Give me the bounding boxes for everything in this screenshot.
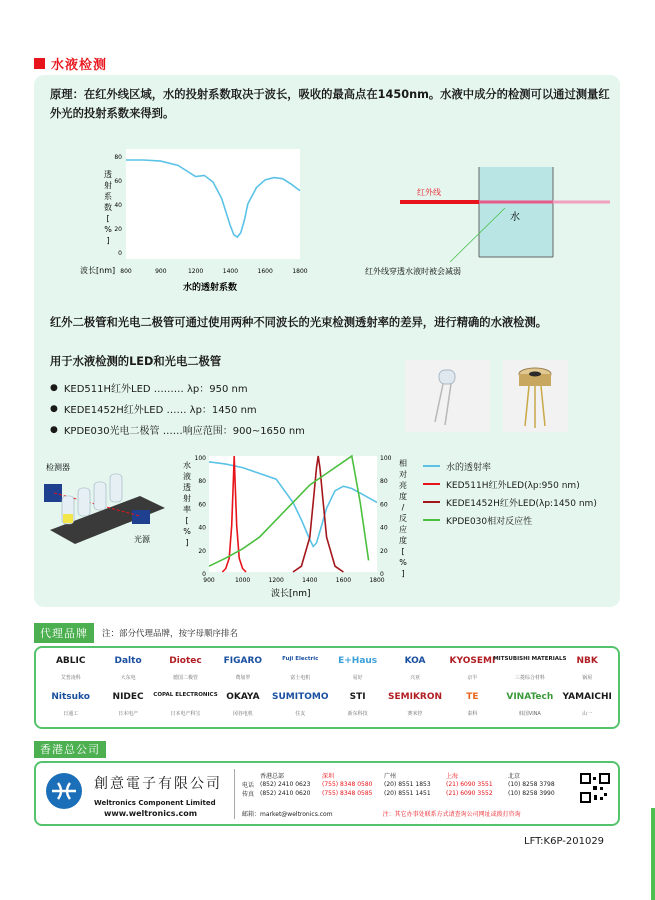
chart1-plot-bg	[126, 149, 300, 259]
led-photo	[405, 360, 490, 432]
chart1-ylabel-char: ]	[106, 236, 110, 245]
brand-item[interactable]	[99, 656, 156, 681]
chart2-x-tick: 1600	[335, 577, 352, 584]
brand-logo: OKAYA	[226, 692, 260, 702]
chart2-ylabel-right-char: 反	[399, 514, 407, 523]
legend-swatch	[423, 483, 440, 485]
chart2-y-tick-right: 100	[380, 455, 392, 462]
chart2-y-tick-right: 60	[380, 501, 388, 509]
qr-code-icon[interactable]	[580, 773, 610, 803]
brand-caption: 泰科	[467, 711, 478, 717]
chart2-ylabel-right-char: 对	[399, 470, 407, 479]
product-list	[50, 377, 305, 440]
spectrum-chart	[175, 452, 420, 602]
principle-paragraph	[50, 85, 618, 123]
brand-caption: 新东科技	[347, 711, 368, 717]
company-logo-icon	[44, 771, 84, 811]
legend-swatch	[423, 501, 440, 503]
chart2-ylabel-left-char: 液	[183, 472, 191, 481]
contact-cell: 广州	[384, 773, 397, 780]
chart1-x-tick: 1600	[257, 268, 273, 275]
chart1-x-tick: 1800	[292, 268, 308, 275]
brand-logo: Diotec	[169, 656, 202, 666]
brand-caption: 富士电机	[290, 675, 311, 681]
chart2-ylabel-left-char: 射	[183, 494, 191, 503]
contact-table	[242, 771, 570, 798]
brand-caption: 大东电	[120, 675, 136, 681]
chart2-ylabel-right-char: 应	[399, 525, 407, 534]
chart1-x-tick: 1400	[222, 268, 239, 275]
contact-cell: 上海	[446, 773, 459, 780]
chart1-y-tick: 80	[114, 154, 122, 161]
brand-caption: 住友	[295, 711, 306, 717]
company-box	[34, 761, 620, 826]
brand-row	[42, 692, 616, 717]
contact-cell: (20) 8551 1853	[384, 781, 431, 788]
legend-item: KPDE030相对反应性	[423, 511, 597, 529]
contact-cell: (10) 8258 3798	[508, 781, 555, 788]
brand-item[interactable]	[386, 656, 443, 681]
led-lead-right	[445, 384, 451, 425]
chart1-caption: 水的透射系数	[183, 283, 238, 293]
led-body	[439, 370, 455, 384]
chart2-ylabel-left-char: 水	[183, 461, 191, 470]
brand-logo: SEMIKRON	[388, 692, 443, 702]
brand-row	[42, 656, 616, 681]
led-lead-left	[435, 384, 443, 422]
brand-logo: STI	[349, 692, 366, 702]
email-address[interactable]: market@weltronics.com	[260, 811, 333, 818]
chart2-y-tick-right: 40	[380, 524, 388, 532]
chart2-ylabel-right-char: 亮	[399, 481, 407, 490]
brand-item[interactable]	[99, 692, 156, 717]
pd-lead-3	[541, 386, 545, 426]
chart1-ylabel-char: 系	[104, 192, 112, 201]
water-transmission-chart	[80, 145, 330, 295]
contact-cell: (852) 2410 0623	[260, 781, 311, 788]
brand-item[interactable]	[329, 692, 386, 717]
brand-logo: FIGARO	[223, 656, 263, 666]
brand-logo: MITSUBISHI MATERIALS	[493, 656, 567, 662]
principle-label: 原理：	[50, 88, 84, 101]
source-label: 光源	[134, 535, 150, 544]
company-website[interactable]: www.weltronics.com	[104, 809, 198, 818]
principle-text: 在红外线区域，水的投射系数取决于波长，吸收的最高点在1450nm。水液中成分的检测可以通过测量红外光的投射系数来得到。	[50, 88, 610, 120]
chart2-ylabel-left-char: 透	[183, 483, 191, 492]
brand-caption: 锅屋	[582, 675, 593, 681]
brand-logo: TE	[466, 692, 479, 702]
red-square-icon	[34, 58, 45, 69]
chart1-y-tick: 0	[118, 250, 122, 257]
brand-item[interactable]	[559, 656, 616, 681]
brand-caption: 赛米控	[407, 711, 423, 717]
chart1-y-tick: 60	[114, 178, 122, 185]
legend-item: KEDE1452H红外LED(λp:1450 nm)	[423, 493, 597, 511]
chart2-y-tick-left: 100	[194, 455, 206, 462]
contact-cell: (20) 8551 1451	[384, 790, 431, 797]
brand-caption: 德国二极管	[172, 675, 198, 681]
chart1-ylabel-char: 透	[104, 170, 112, 179]
brand-caption: 日本电产科宝	[170, 711, 201, 717]
legend-item: 水的透射率	[423, 457, 597, 475]
brand-item[interactable]	[272, 656, 329, 681]
diode-paragraph: 红外二极管和光电二极管可通过使用两种不同波长的光束检测透射率的差异，进行精确的水液检测。	[50, 316, 548, 329]
brand-caption: 兴亚	[410, 675, 421, 681]
brand-box	[34, 646, 620, 729]
chart2-y-tick-right: 20	[380, 547, 388, 555]
detector-label: 检测器	[46, 463, 70, 472]
chart2-ylabel-right-char: 度	[399, 536, 407, 545]
chart1-ylabel-char: %	[104, 225, 112, 234]
legend-swatch	[423, 519, 440, 521]
chart2-xlabel: 波长[nm]	[271, 589, 311, 599]
brand-note: 注：部分代理品牌，按字母顺序排名	[102, 629, 239, 639]
brand-logo: Fuji Electric	[282, 656, 319, 662]
chart2-x-tick: 1800	[369, 577, 385, 584]
list-item: ● KEDE1452H红外LED …… λp：1450 nm	[50, 403, 257, 416]
brand-item[interactable]	[153, 692, 218, 717]
chart2-ylabel-left-char: 率	[183, 505, 191, 514]
chart2-ylabel-right-char: /	[401, 503, 405, 512]
brand-item[interactable]	[157, 656, 214, 681]
led-section-title: 用于水液检测的LED和光电二极管	[50, 355, 222, 368]
legend-swatch	[423, 465, 440, 467]
bottle	[94, 482, 106, 510]
document-id: LFT:K6P-201029	[524, 836, 605, 847]
brand-logo: KYOSEMI	[449, 656, 496, 666]
brand-item[interactable]	[214, 692, 271, 717]
brand-logo: Nitsuko	[51, 692, 90, 702]
brand-logo: NIDEC	[112, 692, 144, 702]
brand-item[interactable]	[42, 656, 99, 681]
pd-lead-1	[525, 386, 529, 426]
chart2-y-tick-left: 40	[198, 524, 206, 532]
brand-item[interactable]	[272, 692, 329, 717]
brand-logo: Dalto	[114, 656, 142, 666]
brand-header	[34, 623, 238, 643]
water-tank-diagram	[355, 150, 615, 280]
contact-note: 注：其它办事处联系方式请查询公司网址或拨打咨询	[382, 811, 521, 818]
brand-item[interactable]	[42, 692, 99, 717]
photodiode-photo	[503, 360, 568, 432]
chart2-ylabel-left-char: ]	[185, 538, 189, 547]
brand-caption: 韩国VINA	[518, 711, 541, 717]
contact-cell: (852) 2410 0620	[260, 790, 311, 797]
company-tag: 香港总公司	[34, 741, 106, 758]
brand-logo: VINATech	[506, 692, 554, 702]
section-header	[34, 54, 107, 73]
sensor-illustration	[40, 458, 170, 553]
brand-caption: 艾普凌科	[60, 675, 81, 681]
chart2-x-tick: 1200	[268, 577, 284, 584]
legend-item: KED511H红外LED(λp:950 nm)	[423, 475, 597, 493]
contact-cell: 香港总部	[260, 773, 285, 780]
chart1-x-tick: 1200	[187, 268, 204, 275]
source-block	[132, 510, 150, 524]
brand-caption: 易好	[352, 675, 363, 681]
chart2-y-tick-right: 0	[380, 571, 384, 578]
chart2-ylabel-right-char: ]	[401, 569, 405, 578]
chart2-legend	[423, 457, 597, 529]
brand-logo: NBK	[576, 656, 598, 666]
pd-window	[529, 372, 541, 377]
chart1-ylabel-char: [	[106, 214, 110, 223]
section-title: 水液检测	[51, 58, 108, 73]
brand-logo: COPAL ELECTRONICS	[153, 692, 218, 698]
brand-caption: 京半	[467, 675, 478, 681]
chart2-ylabel-right-char: %	[399, 558, 407, 567]
water-label: 水	[510, 212, 520, 223]
fax-row: 传真 (852) 2410 0620 (755) 8348 0585 (20) 8551 1451 (21) 6090 3552 (10) 8258 3990	[242, 789, 570, 798]
contact-cell: 深圳	[322, 773, 335, 780]
chart2-ylabel-left-char: [	[185, 516, 189, 525]
contact-cell: (755) 8348 0585	[322, 790, 373, 797]
list-item: ● KED511H红外LED ……… λp：950 nm	[50, 382, 248, 395]
brand-logo: YAMAICHI	[562, 692, 612, 702]
brand-logo: KOA	[404, 656, 426, 666]
brand-caption: 山一	[582, 711, 593, 717]
chart2-y-tick-left: 60	[198, 501, 206, 509]
divider	[234, 769, 235, 819]
chart2-x-tick: 1000	[234, 577, 251, 584]
brand-item[interactable]	[501, 692, 558, 717]
chart1-y-tick: 20	[114, 226, 122, 233]
chart1-ylabel-char: 数	[104, 203, 112, 212]
bullet-icon: ●	[50, 382, 58, 393]
chart2-y-tick-left: 20	[198, 547, 206, 555]
contact-cell: (10) 8258 3990	[508, 790, 555, 797]
bullet-icon: ●	[50, 424, 58, 435]
chart2-y-tick-right: 80	[380, 478, 388, 486]
bullet-icon: ●	[50, 403, 58, 414]
tank-note: 红外线穿透水液时被会减弱	[365, 267, 461, 276]
brand-item[interactable]	[386, 692, 443, 717]
chart1-x-tick: 800	[120, 268, 132, 275]
contact-cell: (755) 8348 0580	[322, 781, 373, 788]
brand-logo: ABLIC	[55, 656, 86, 666]
brand-caption: 三菱综合材料	[514, 675, 545, 681]
chart2-y-tick-left: 0	[202, 571, 206, 578]
brand-item[interactable]	[329, 656, 386, 681]
brand-tag: 代理品牌	[34, 623, 94, 643]
chart1-x-tick: 900	[155, 268, 167, 275]
chart2-ylabel-right-char: 度	[399, 492, 407, 501]
tel-row: 电话 (852) 2410 0623 (755) 8348 0580 (20) 8551 1853 (21) 6090 3551 (10) 8258 3798	[242, 780, 570, 789]
list-item: ● KPDE030光电二极管 ……响应范围：900~1650 nm	[50, 424, 305, 437]
brand-caption: 费加罗	[235, 675, 251, 681]
bottle	[110, 474, 122, 502]
contact-cell: 北京	[508, 773, 521, 780]
chart1-xlabel: 波长[nm]	[80, 266, 116, 275]
company-name-en: Weltronics Component Limited	[94, 799, 216, 807]
company-name-cn: 創意電子有限公司	[94, 776, 222, 792]
email-label: 邮箱：	[242, 811, 261, 818]
brand-caption: 日本电产	[118, 711, 139, 717]
chart2-ylabel-right-char: [	[401, 547, 405, 556]
chart2-x-tick: 1400	[302, 577, 318, 584]
brand-logo: E+Haus	[338, 656, 378, 666]
bottle-liquid	[63, 514, 73, 523]
brand-item[interactable]	[559, 692, 616, 717]
office-row	[242, 771, 570, 780]
brand-logo: SUMITOMO	[272, 692, 329, 702]
ir-label: 红外线	[417, 188, 441, 197]
chart2-x-tick: 900	[203, 577, 215, 584]
bottle	[78, 488, 90, 516]
chart2-y-tick-left: 80	[198, 478, 206, 486]
detector-block	[44, 484, 62, 502]
chart1-y-tick: 40	[114, 202, 122, 209]
contact-cell: (21) 6090 3552	[446, 790, 493, 797]
chart2-ylabel-left-char: %	[183, 527, 191, 536]
brand-caption: 冈谷电机	[232, 711, 253, 717]
brand-item[interactable]	[493, 656, 567, 681]
chart1-ylabel-char: 射	[104, 181, 112, 190]
brand-caption: 日通工	[63, 711, 79, 717]
brand-item[interactable]	[444, 692, 501, 717]
email-line	[242, 809, 521, 818]
side-accent-bar	[651, 808, 655, 900]
chart2-ylabel-right-char: 相	[399, 459, 407, 468]
contact-cell: (21) 6090 3551	[446, 781, 493, 788]
company-header	[34, 738, 106, 757]
brand-item[interactable]	[214, 656, 271, 681]
